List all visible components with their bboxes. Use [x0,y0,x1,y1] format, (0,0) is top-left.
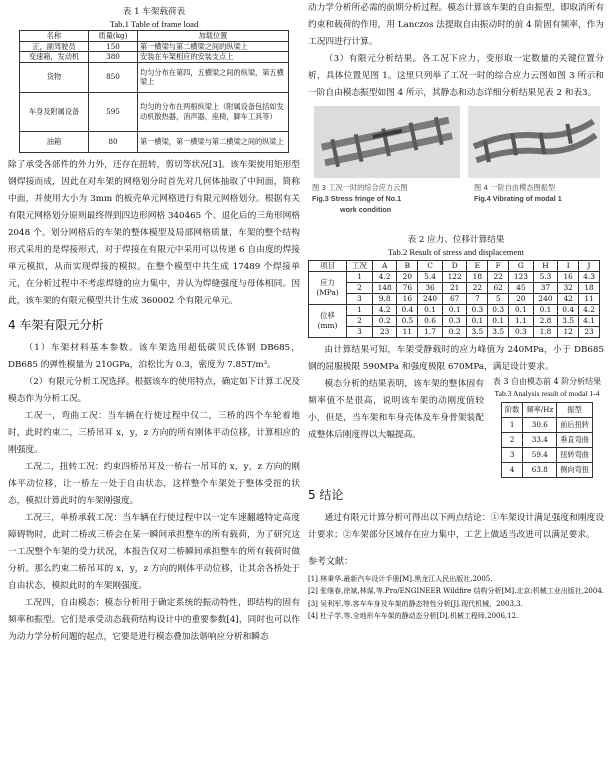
table3-caption-en: Tab.3 Analysis result of modal 1-4 [494,389,600,398]
stress-displacement-table [308,260,600,338]
table1-caption-cn: 表 1 车架载荷表 [122,7,186,17]
row-group-label [309,272,347,305]
table-cell: 7 [467,294,488,305]
section-5-title: 5 结论 [308,488,344,502]
table-cell: 18 [467,272,488,283]
table-cell: 0.2 [442,327,467,338]
table-cell: 9.8 [372,294,397,305]
table-cell: 59.4 [523,448,557,463]
table-cell: 45 [509,283,534,294]
row-group-unit: (MPa) [316,288,339,297]
table-row [20,52,289,63]
table-cell: 122 [442,272,467,283]
table-cell: 均匀的分布在两根纵梁上（附属设备包括如发动机散热器，消声器，座椅，脚车工具等） [138,92,289,131]
table-cell: 第一横梁，第一横梁与第二横梁之间的纵梁上 [138,131,289,152]
table-cell: 4.2 [372,305,397,316]
table-cell: 76 [397,283,418,294]
table-cell: 1 [501,418,522,433]
table-cell: 侧向弯扭 [557,463,593,478]
table-cell: 1.7 [418,327,443,338]
table-cell: 32 [558,283,579,294]
table-header: 加载位置 [138,31,289,42]
paragraph: 通过有限元计算分析可得出以下两点结论：①车架设计满足强度和刚度设计要求；②车架部分区域存在应力集中，工艺上做适当改进可以满足要求。 [308,513,604,540]
table-cell: 16 [558,272,579,283]
table-cell: 车身及附属设备 [20,92,89,131]
table-cell: 0.1 [418,305,443,316]
table-header: 振型 [557,403,593,418]
table-cell: 垂直弯曲 [557,433,593,448]
table-cell: 80 [89,131,138,152]
table-cell: 油箱 [20,131,89,152]
table-cell: 0.1 [488,316,509,327]
table-cell: 正，副驾驶员 [20,41,89,52]
table-cell: 18 [579,283,600,294]
row-group-name: 应力 [320,278,335,288]
table-cell: 12 [558,327,579,338]
table-cell: 0.1 [467,316,488,327]
left-column [8,0,300,646]
paragraph: 工况四，自由模态：模态分析用于确定系统的振动特性，即结构的固有频率和振型。它们是承受动态载荷结构设计中的重要参数[4]，同时也可以作为动力学分析问题的起点，它要是进行模态叠加法谐响应分析和瞬态 [8,597,300,642]
table-cell: 148 [372,283,397,294]
table-cell: 23 [579,327,600,338]
table-row [309,294,600,305]
table-row [20,62,289,92]
table-cell: 3.5 [558,316,579,327]
table-header: A [372,261,397,272]
table-cell: 0.2 [372,316,397,327]
fig4-caption-en: Fig.4 Vibrating of modal 1 [474,194,562,203]
table-cell: 595 [89,92,138,131]
table-cell: 3.5 [488,327,509,338]
table-cell: 1 [347,272,373,283]
paragraph: 除了承受各部件的外力外，还存在扭转，剪切等状况[3]。该车架使用矩形型钢焊接而成，因此在对车架的网格划分时首先对几何体抽取了中间面，简称中面，并使用大小为 3mm 的板壳单元网格进行有限元网格划分。根据有关有限元网格划分原则最终得到四边形网格 340465 个、退化后的三角形网格 2048 个。划分网格后的车架的整体模型及局部网格质量，车架的整个结构形式采用的是焊接形式，对于焊接在有限元中采用可以传递 6 自由度的焊接单元模拟，从而实现焊接的模拟。在整个模型中共生成 17489 个焊接单元，在分析过程中不考虑焊缝的应力集中，并认为焊缝强度与母体相同。因此，该车架的有限元模型共计生成 360002 个有限元单元。 [8,159,300,306]
fig3-caption-cn: 图 3 工况一时的综合应力云图 [312,183,408,192]
table-cell: 0.4 [558,305,579,316]
table-header: C [418,261,443,272]
table-cell: 2 [347,283,373,294]
table-row [309,305,600,316]
table3-caption-cn: 表 3 自由模态前 4 阶分析结果 [492,377,602,386]
paragraph: 动力学分析所必需的前期分析过程。模态计算该车架的自由振型，即取消所有约束和载荷的作用，用 Lanczos 法提取自由振动时的前 4 阶固有频率，作为工况四进行计算。 [308,3,604,47]
table-cell: 前后扭转 [557,418,593,433]
table-cell: 21 [442,283,467,294]
modal-shape-figure [468,106,600,178]
table-cell: 2 [347,316,373,327]
table3-block [488,376,606,478]
table-cell: 67 [442,294,467,305]
paragraph: 工况二，扭转工况：约束四桥吊耳及一桥右一吊耳的 x，y，z 方向的刚体平动位移，让一桥左一处于自由状态，这样整个车架处于整体受扭的状态，模拟计算此时的车架刚强度。 [8,461,300,506]
table-row [309,327,600,338]
table-row [501,448,592,463]
modal-results-table [501,402,593,478]
table2-body [309,272,600,338]
row-group-unit: (mm) [317,321,338,330]
table-cell: 62 [488,283,509,294]
fig4-caption [474,182,602,204]
reference-item: [2] 张继春,徐斌,林谋,等.Pro/ENGINEER Wildfire 结构分析[M].北京:机械工业出版社,2004. [308,587,604,596]
table-cell: 2.8 [533,316,558,327]
section-4-title: 4 车架有限元分析 [8,317,104,332]
table-cell: 货物 [20,62,89,92]
table-cell: 0.3 [488,305,509,316]
table-header: 频率/Hz [523,403,557,418]
table-cell: 42 [558,294,579,305]
reference-item: [3] 吴利军,等.客车车身及车架的静态特性分析[J].现代机械，2003,3. [308,599,523,608]
paragraph: 工况一，弯曲工况：当车辆在行使过程中仅二，三桥的四个车轮着地时，此时约束二，三桥吊耳 x，y，z 方向的所有刚体平动位移，计算相应的刚强度。 [8,410,300,455]
table-cell: 3 [501,448,522,463]
table-header: B [397,261,418,272]
table-cell: 20 [509,294,534,305]
paragraph: （1）车架材料基本参数。该车架选用超低碳贝氏体钢 DB685，DB685 的弹性模量为 210GPa，泊松比为 0.3，密度为 7.85T/m³。 [8,342,300,370]
fig4-caption-cn: 图 4 一阶自由模态图振型 [474,183,556,192]
table-cell: 11 [579,294,600,305]
table-cell: 1.1 [509,316,534,327]
row-group-label [309,305,347,338]
table-cell: 0.1 [533,305,558,316]
table-header: I [558,261,579,272]
paragraph: （2）有限元分析工况选择。根据该车的使用特点，确定如下计算工况及模态作为分析工况。 [8,376,300,404]
table-header: 质量(kg) [89,31,138,42]
table-cell: 扭转弯曲 [557,448,593,463]
table-cell: 850 [89,62,138,92]
table-row [20,41,289,52]
table-cell: 33.4 [523,433,557,448]
paragraph: 由计算结果可知，车架受静载时的应力峰值为 240MPa，小于 DB685 钢的屈服极限 590MPa 和强度极限 670MPa，满足设计要求。 [308,345,604,372]
table-cell: 0.3 [467,305,488,316]
table-cell: 3 [347,294,373,305]
table-cell: 36 [418,283,443,294]
table-row [501,463,592,478]
table-header-row [20,31,289,42]
table-cell: 4.1 [579,316,600,327]
table-cell: 11 [397,327,418,338]
stress-fringe-figure [314,106,460,178]
table-row [309,316,600,327]
table-row [20,131,289,152]
table-header: 工况 [347,261,373,272]
table-cell: 4 [501,463,522,478]
table-row [309,283,600,294]
table-cell: 5.4 [418,272,443,283]
paragraph: （3）有限元分析结果。各工况下应力，变形取一定数量的关键位置分析，具体位置见图 1。这里只列举了工况一时的综合应力云图如图 3 所示和一阶自由模态振型如图 4 所示，其静态和动态详细分析结果见表 2 和表3。 [308,54,604,98]
table-cell: 1.8 [533,327,558,338]
table-cell: 240 [418,294,443,305]
table-header: D [442,261,467,272]
table-row [501,433,592,448]
table2-caption-en: Tab.2 Result of stress and displacement [388,247,524,257]
table-header-row [309,261,600,272]
fig3-caption-en-line2: work condition [340,205,392,214]
paragraph: 模态分析的结果表明，该车架的整体固有频率值不是很高，说明该车架的动刚度值较小，但是，当车架和车身壳体及车身骨架装配成整体后刚度得以大幅提高。 [308,379,484,440]
table-cell: 123 [509,272,534,283]
table-cell: 2 [501,433,522,448]
table-cell: 0.3 [509,327,534,338]
table-cell: 5.3 [533,272,558,283]
table-cell: 22 [488,272,509,283]
table-cell: 变速箱，发动机 [20,52,89,63]
fig3-caption [312,182,464,215]
table-cell: 均匀分布在第四，五横梁之间的纵梁，第五横梁上 [138,62,289,92]
table-cell: 0.6 [418,316,443,327]
table-header: G [509,261,534,272]
references-title: 参考文献： [308,557,354,567]
table-cell: 0.5 [397,316,418,327]
table-cell: 63.8 [523,463,557,478]
table-cell: 3.5 [467,327,488,338]
table1-caption-en: Tab.1 Table of frame load [109,19,199,29]
table-cell: 3 [347,327,373,338]
table-cell: 4.3 [579,272,600,283]
modal-block [308,376,604,480]
table-row [309,272,600,283]
table-cell: 23 [372,327,397,338]
table2-caption-cn: 表 2 应力、位移计算结果 [407,235,505,245]
table-header: J [579,261,600,272]
table-cell: 16 [397,294,418,305]
table-header-row [501,403,592,418]
table-cell: 0.1 [442,305,467,316]
table-cell: 安装在车架相应的安装支点上 [138,52,289,63]
table-cell: 1 [347,305,373,316]
table-cell: 第一横梁与第二横梁之间的纵梁上 [138,41,289,52]
figure-row [308,106,604,232]
paragraph: 工况三，单桥承载工况：当车辆在行使过程中以一定车速翻越特定高度障碍物时，此时二桥或三桥会在某一瞬间承担整车的所有载荷，为了研究这一工况整个车架的受力状况，本报告仅对二桥瞬间承担整车的所有载荷时做分析。那么约束二桥吊耳的 x，y，z 方向的刚体平动位移，让其余各桥处于自由状态，模拟此时的车架刚强度。 [8,512,300,591]
table-header: 阶数 [501,403,522,418]
table-cell: 30.6 [523,418,557,433]
table-cell: 0.4 [397,305,418,316]
table-header: H [533,261,558,272]
frame-load-table [19,30,289,153]
table-cell: 5 [488,294,509,305]
reference-item: [4] 杜子学,等.全地形车车架的静动态分析[D].机械工程师,2006,12. [308,612,519,621]
table-cell: 20 [397,272,418,283]
table-cell: 4.2 [579,305,600,316]
table-cell: 4.2 [372,272,397,283]
table-cell: 37 [533,283,558,294]
reference-item: [1] 林秉华.最新汽车设计手册[M].黑龙江人民出版社,2005. [308,575,493,583]
table-cell: 0.3 [442,316,467,327]
table-cell: 0.1 [509,305,534,316]
table-row [501,418,592,433]
table-header: 名称 [20,31,89,42]
table-cell: 150 [89,41,138,52]
table-cell: 22 [467,283,488,294]
row-group-name: 位移 [320,311,335,321]
table-header: F [488,261,509,272]
table-row [20,92,289,131]
right-column [308,0,604,623]
table-cell: 240 [533,294,558,305]
table-header: 项目 [309,261,347,272]
table-header: E [467,261,488,272]
fig3-caption-en: Fig.3 Stress fringe of No.1 [312,194,402,203]
table-cell: 380 [89,52,138,63]
